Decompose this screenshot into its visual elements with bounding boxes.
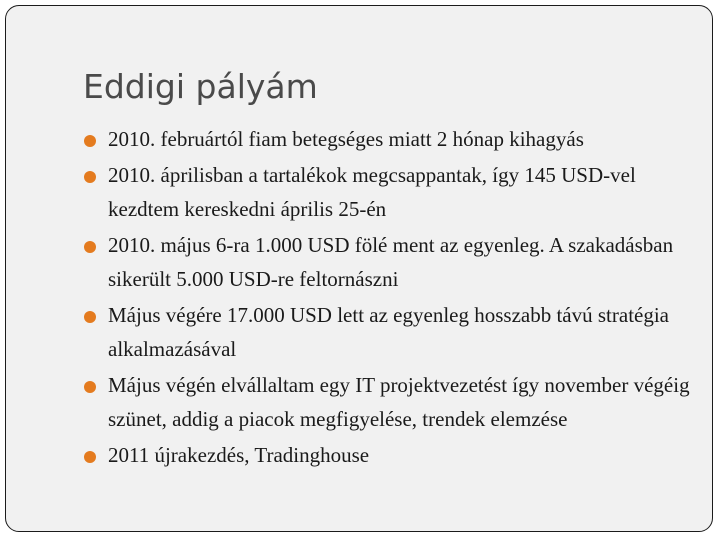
bullet-text: 2011 újrakezdés, Tradinghouse [108, 443, 370, 467]
bullet-dot-icon [84, 171, 96, 183]
bullet-dot-icon [84, 381, 96, 393]
bullet-text: 2010. februártól fiam betegséges miatt 2 hónap kihagyás [108, 127, 584, 151]
bullet-dot-icon [84, 451, 96, 463]
bullet-text: 2010. május 6-ra 1.000 USD fölé ment az egyenleg. A szakadásban sikerült 5.000 USD-re feltornászni [108, 233, 674, 291]
bullet-dot-icon [84, 135, 96, 147]
slide [5, 5, 713, 532]
list-item [84, 228, 694, 296]
list-item [84, 438, 694, 472]
slide-title: Eddigi pályám [83, 67, 318, 106]
bullet-dot-icon [84, 311, 96, 323]
bullet-dot-icon [84, 241, 96, 253]
bullet-list [84, 122, 694, 474]
list-item [84, 298, 694, 366]
list-item [84, 122, 694, 156]
bullet-text: Május végére 17.000 USD lett az egyenleg hosszabb távú stratégia alkalmazásával [108, 303, 670, 361]
list-item [84, 368, 694, 436]
bullet-text: 2010. áprilisban a tartalékok megcsappantak, így 145 USD-vel kezdtem kereskedni április 25-én [108, 163, 636, 221]
bullet-text: Május végén elvállaltam egy IT projektvezetést így november végéig szünet, addig a piacok megfigyelése, trendek elemzése [108, 373, 690, 431]
list-item [84, 158, 694, 226]
